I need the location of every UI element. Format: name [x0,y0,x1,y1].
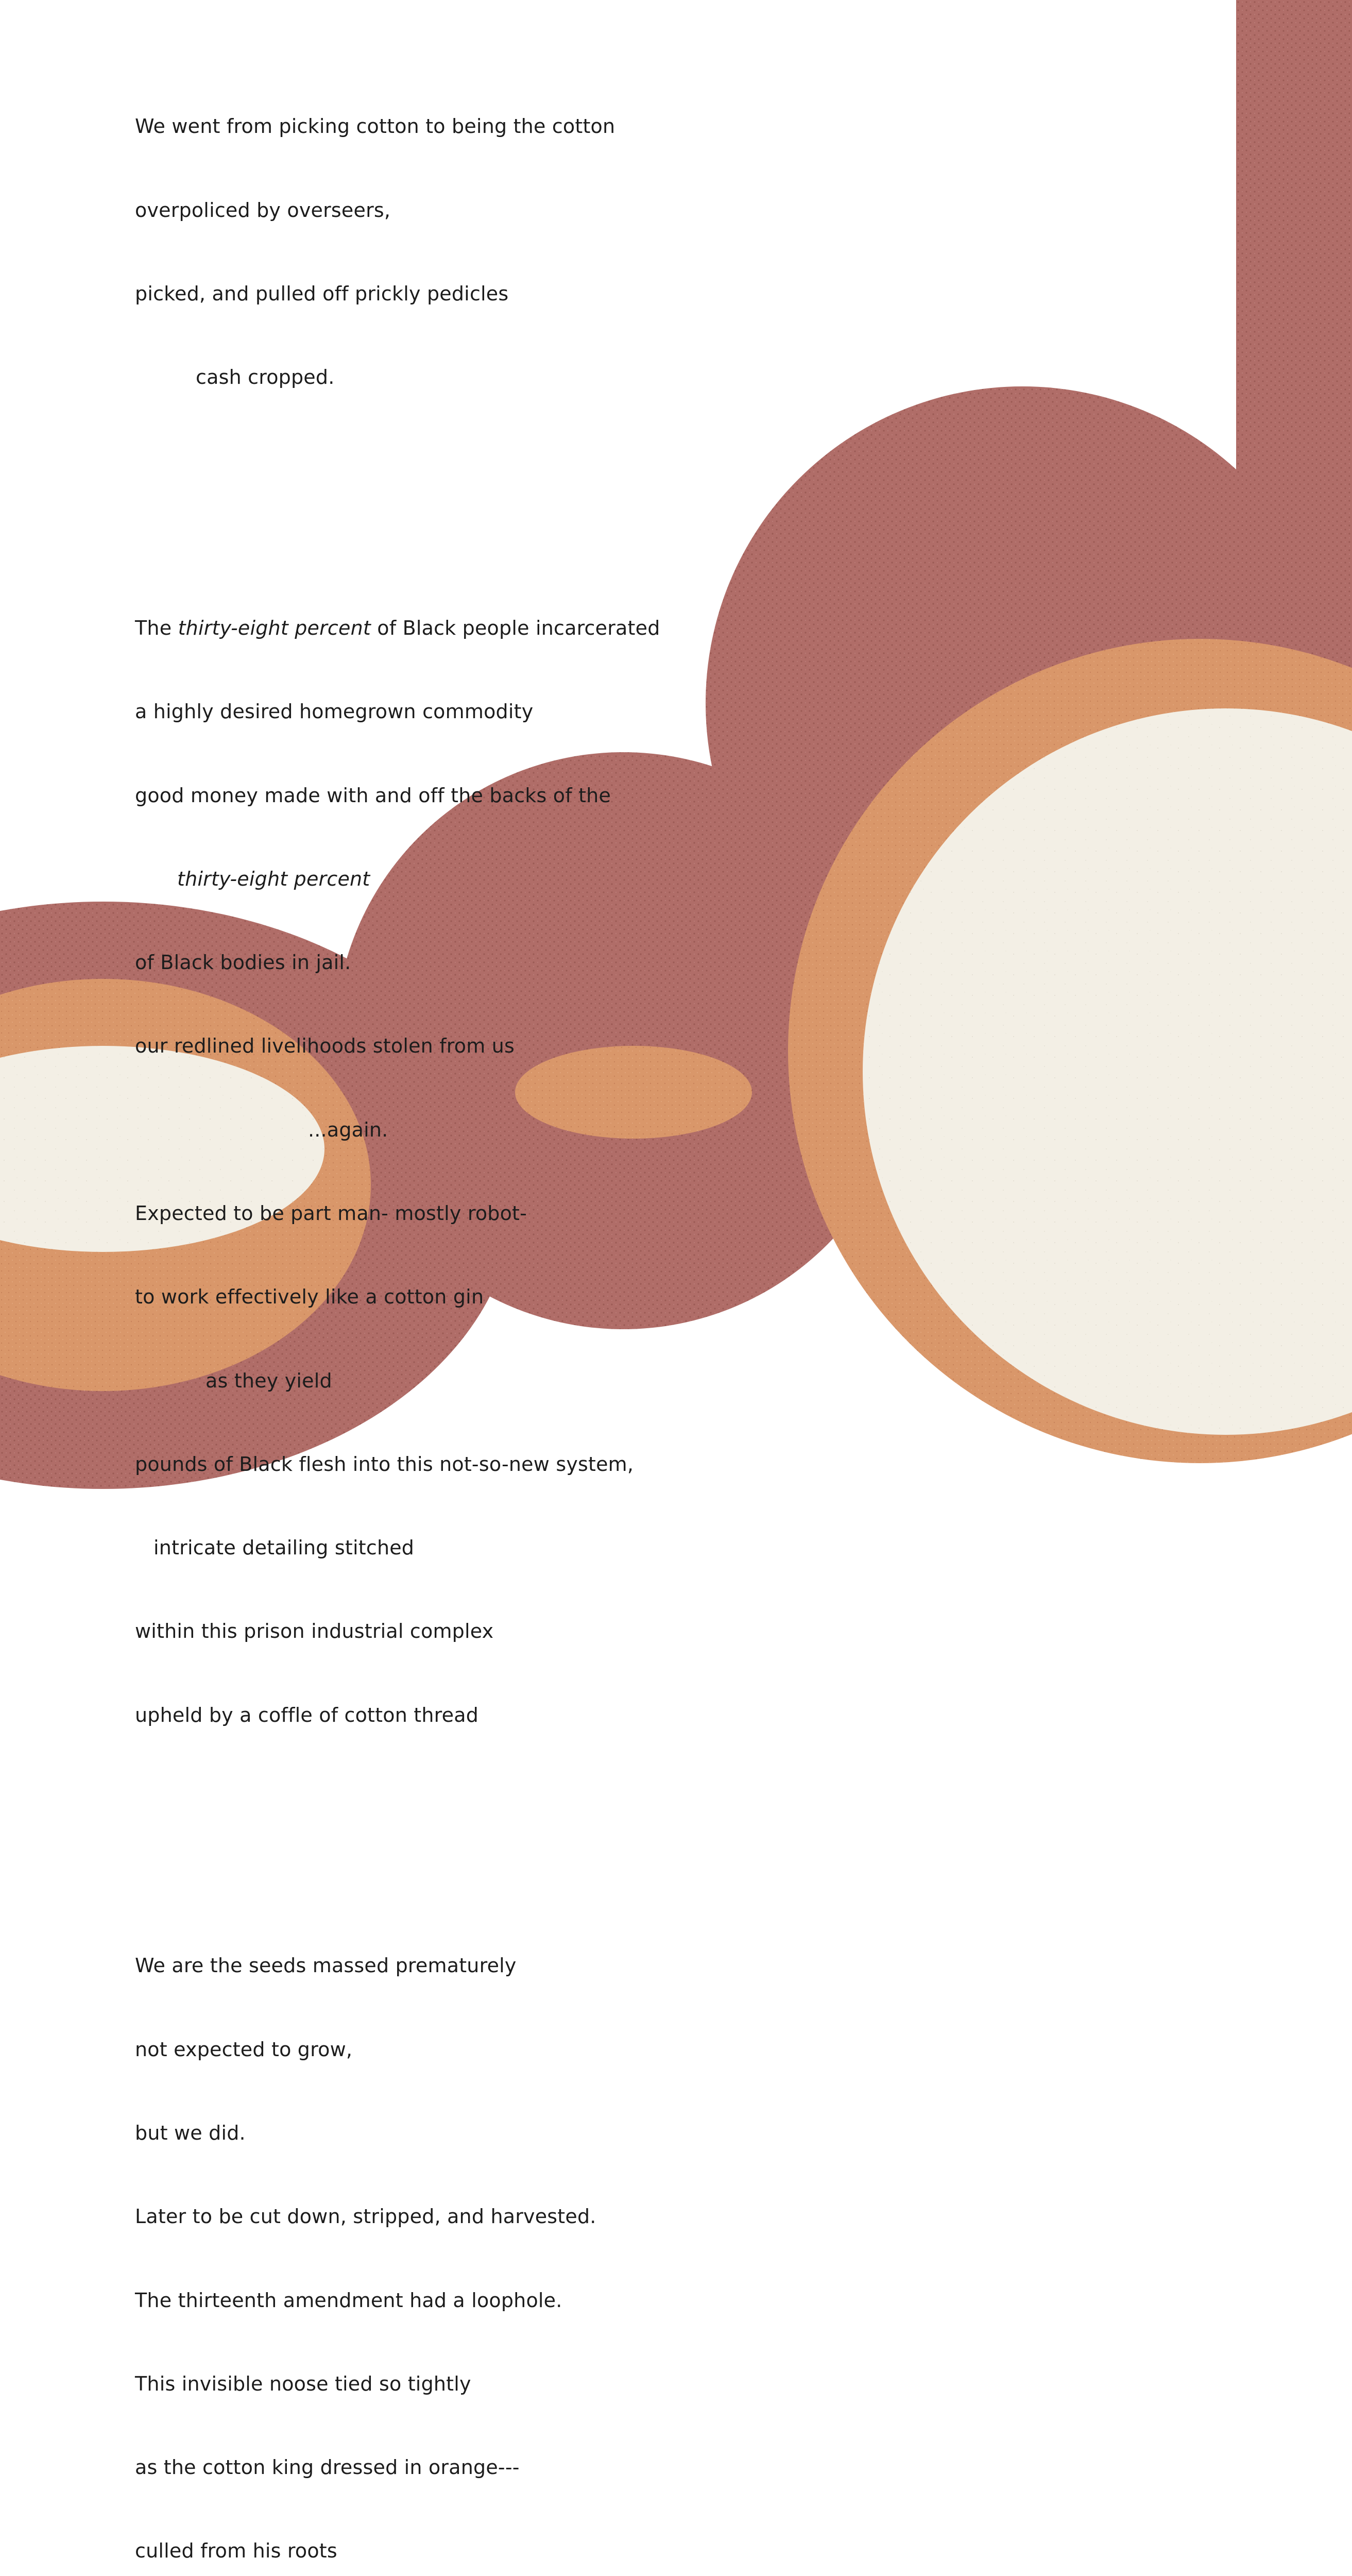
poem-line: overpoliced by overseers, [135,198,391,222]
poem-line: upheld by a coffle of cotton thread [135,1703,479,1726]
poem-line-end: of Black people incarcerated [370,616,660,639]
poem-line: of Black bodies in jail. [135,951,351,974]
poem-line: not expected to grow, [135,2038,353,2061]
poem-line: We are the seeds massed prematurely [135,1954,517,1977]
poem-line: as they yield [206,1369,332,1392]
poem-line: Later to be cut down, stripped, and harvested. [135,2205,596,2228]
poem-line: our redlined livelihoods stolen from us [135,1035,515,1058]
poem-line: The thirteenth amendment had a loophole. [135,2289,562,2312]
poem-line: good money made with and off the backs of the [135,784,611,807]
poem-line [135,865,660,893]
poem-line: Expected to be part man- mostly robot- [135,1201,527,1225]
stanza-1 [135,57,660,447]
poem-line: culled from his roots [135,2539,337,2563]
poem-line: as the cotton king dressed in orange--- [135,2456,520,2479]
poem-line [135,614,660,642]
poem-line: but we did. [135,2121,246,2144]
stanza-3 [135,1896,660,2576]
italic-phrase: thirty-eight percent [178,616,371,639]
poem-line: ...again. [308,1118,388,1141]
poem-line: This invisible noose tied so tightly [135,2372,471,2395]
poem-line: a highly desired homegrown commodity [135,700,534,723]
poem-line-start: The [135,616,178,639]
poem-line: cash cropped. [196,366,335,389]
poem-line: pounds of Black flesh into this not-so-new system, [135,1452,634,1476]
poem-text [135,1,660,2576]
stanza-2 [135,558,660,1785]
poem-line: intricate detailing stitched [153,1536,415,1560]
poem-line: to work effectively like a cotton gin [135,1285,484,1309]
poem-line: picked, and pulled off prickly pedicles [135,282,509,305]
italic-phrase: thirty-eight percent [177,867,370,890]
poem-line: We went from picking cotton to being the cotton [135,115,615,138]
poem-line: within this prison industrial complex [135,1620,494,1643]
